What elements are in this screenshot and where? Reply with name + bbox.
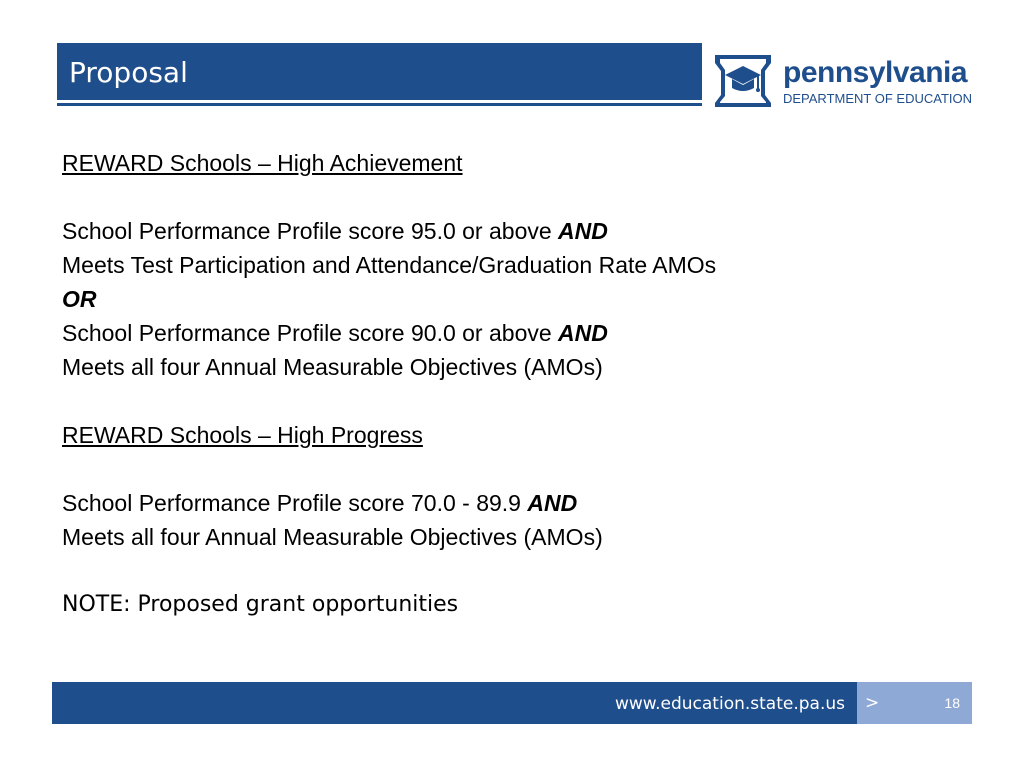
footer-bar (52, 682, 857, 724)
criteria-text: School Performance Profile score 90.0 or above (62, 320, 559, 346)
next-slide-button[interactable]: > (865, 693, 880, 713)
and-keyword: AND (558, 320, 608, 346)
page-number: 18 (944, 695, 960, 711)
pde-logo (711, 43, 981, 113)
title-bar (57, 43, 702, 103)
criteria-line (62, 214, 962, 248)
website-link[interactable]: www.education.state.pa.us (614, 694, 845, 714)
slide-content (62, 146, 962, 622)
spacer (62, 554, 962, 588)
criteria-line (62, 316, 962, 350)
page-title: Proposal (69, 56, 188, 89)
spacer (62, 452, 962, 486)
or-keyword: OR (62, 286, 97, 312)
and-keyword: AND (527, 490, 578, 516)
logo-name: pennsylvania (783, 56, 968, 89)
criteria-text: School Performance Profile score 70.0 - 89.9 (62, 490, 528, 516)
and-keyword: AND (558, 218, 608, 244)
spacer (62, 180, 962, 214)
criteria-line: Meets Test Participation and Attendance/Graduation Rate AMOs (62, 252, 717, 278)
criteria-line: Meets all four Annual Measurable Objectives (AMOs) (62, 354, 603, 380)
criteria-text: School Performance Profile score 95.0 or above (62, 218, 559, 244)
section-heading-high-achievement: REWARD Schools – High Achievement (62, 150, 463, 176)
criteria-line (62, 486, 962, 520)
spacer (62, 384, 962, 418)
criteria-line: Meets all four Annual Measurable Objectives (AMOs) (62, 524, 603, 550)
section-heading-high-progress: REWARD Schools – High Progress (62, 422, 423, 448)
note-text: NOTE: Proposed grant opportunities (62, 592, 459, 617)
logo-department: DEPARTMENT OF EDUCATION (783, 91, 972, 106)
keystone-graduation-cap-icon (711, 51, 775, 109)
footer-nav-box (857, 682, 972, 724)
